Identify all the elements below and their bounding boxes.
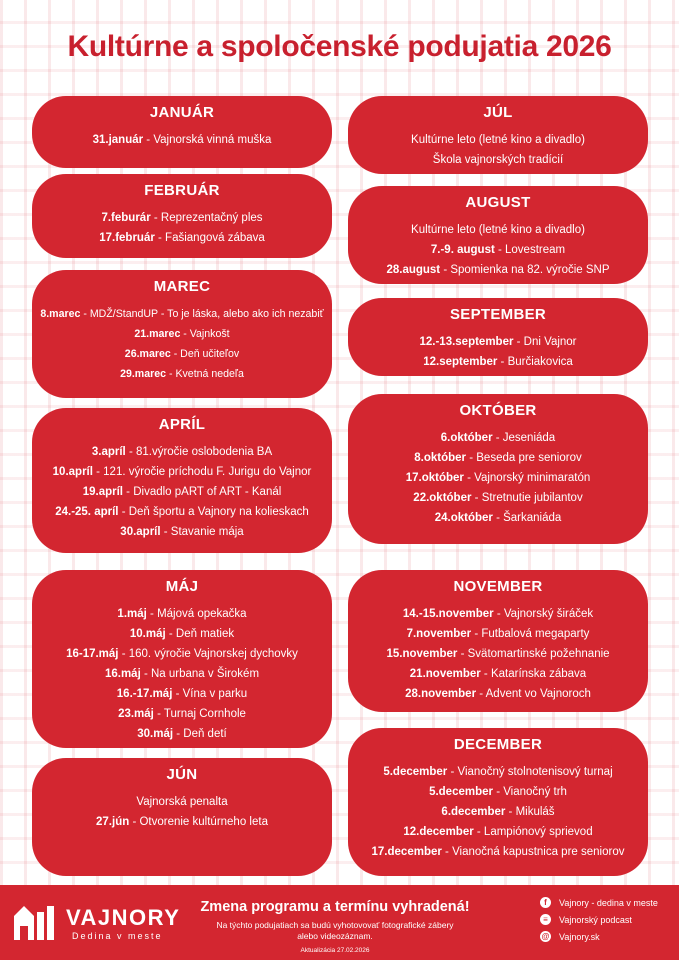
event-name: - Deň detí [173,728,227,740]
event-name: - Burčiakovica [497,356,573,368]
event-name: Vajnorská penalta [136,796,228,808]
month-card-marec [32,270,332,398]
event-name: - 121. výročie príchodu F. Jurigu do Vajnor [92,466,312,478]
event-date: 30.máj [137,728,174,740]
event-date: 10.apríl [52,466,93,478]
month-card-april [32,408,332,553]
event-date: 28.november [405,688,477,700]
event-name: - Vianočný trh [493,786,567,798]
month-title: OKTÓBER [459,402,537,419]
event-item [348,664,648,684]
event-date: 23.máj [118,708,154,720]
event-date: 6.október [440,432,493,444]
event-date: 5.december [429,786,493,798]
event-name: - Futbalová megaparty [471,628,590,640]
event-item [32,704,332,724]
event-item [348,352,648,372]
event-date: 16.-17.máj [116,688,173,700]
page-title: Kultúrne a spoločenské podujatia 2026 [67,30,612,63]
month-card-januar [32,96,332,168]
event-date: 31.január [92,134,144,146]
month-title: MÁJ [165,578,199,595]
event-date: 27.jún [96,816,130,828]
event-name: Škola vajnorských tradícií [432,154,564,166]
social-link-website[interactable] [540,931,600,942]
event-item [32,522,332,542]
event-date: 8.marec [40,308,81,320]
at-icon: @ [541,931,550,941]
event-date: 16.máj [104,668,141,680]
event-item [348,782,648,802]
event-name: - Dni Vajnor [513,336,577,348]
event-item [32,228,332,248]
event-date: 21.november [409,668,481,680]
event-name: - Vajnkošt [180,328,230,340]
event-item [32,482,332,502]
event-item [32,304,332,324]
month-title: MAREC [153,278,211,295]
event-date: 12.september [423,356,498,368]
event-item [32,624,332,644]
event-name: - Stretnutie jubilantov [471,492,583,504]
event-item [32,684,332,704]
event-name: - Divadlo pART of ART - Kanál [122,486,282,498]
event-date: 17.február [99,232,155,244]
event-date: 5.december [383,766,448,778]
event-date: 22.október [413,492,472,504]
event-date: 12.december [403,826,474,838]
month-card-oktober [348,394,648,544]
event-item [348,220,648,240]
event-date: 28.august [386,264,441,276]
month-title: SEPTEMBER [449,306,547,323]
month-title: AUGUST [465,194,531,211]
event-name: - Fašiangová zábava [154,232,265,244]
month-title: DECEMBER [453,736,543,753]
event-name: - Májová opekačka [146,608,247,620]
event-name: - Katarínska zábava [480,668,587,680]
event-date: 29.marec [120,368,167,380]
event-name: Kultúrne leto (letné kino a divadlo) [411,224,585,236]
month-card-jul [348,96,648,174]
event-name: - 160. výročie Vajnorskej dychovky [118,648,298,660]
program-change-notice: Zmena programu a termínu vyhradená! [200,899,470,915]
event-date: 1.máj [117,608,147,620]
event-item [348,130,648,150]
social-link-facebook[interactable] [540,897,658,908]
event-item [32,130,332,150]
event-item [32,792,332,812]
event-item [348,508,648,528]
social-label: Vajnory - dedina v meste [559,897,658,908]
event-name: - Otvorenie kultúrneho leta [129,816,268,828]
event-name: - Beseda pre seniorov [466,452,582,464]
event-date: 16-17.máj [66,648,119,660]
event-item [32,364,332,384]
event-item [348,240,648,260]
event-name: - Kvetná nedeľa [166,368,244,380]
event-date: 14.-15.november [402,608,494,620]
event-date: 3.apríl [91,446,126,458]
month-title: FEBRUÁR [144,182,220,199]
vajnory-logo-icon [14,902,54,940]
footer [0,885,679,960]
event-date: 8.október [414,452,467,464]
event-item [348,468,648,488]
event-date: 24.-25. apríl [55,506,119,518]
event-item [348,448,648,468]
event-date: 19.apríl [82,486,123,498]
event-name: - Vína v parku [172,688,248,700]
event-name: - Na urbana v Širokém [140,668,260,680]
event-item [348,802,648,822]
event-item [32,604,332,624]
event-item [348,260,648,280]
event-name: - Turnaj Cornhole [153,708,246,720]
event-name: - Lampiónový sprievod [473,826,593,838]
event-date: 6.december [441,806,506,818]
event-name: - Vajnorská vinná muška [143,134,272,146]
month-card-august [348,186,648,284]
event-item [348,822,648,842]
month-card-september [348,298,648,376]
event-name: - Stavanie mája [160,526,244,538]
event-item [32,208,332,228]
logo-tagline: Dedina v meste [72,931,163,941]
event-date: 24.október [434,512,493,524]
event-name: - 81.výročie oslobodenia BA [125,446,273,458]
event-item [32,324,332,344]
event-name: - Spomienka na 82. výročie SNP [440,264,610,276]
event-item [348,488,648,508]
month-title: APRÍL [158,416,206,433]
event-item [32,644,332,664]
event-date: 12.-13.september [419,336,514,348]
event-name: - Mikuláš [505,806,555,818]
event-item [348,150,648,170]
recording-notice: Na týchto podujatiach sa budú vyhotovovať fotografické zábery alebo videozáznam. [216,920,454,941]
event-name: - Reprezentačný ples [150,212,263,224]
event-date: 21.marec [134,328,181,340]
month-title: JÚL [483,104,513,121]
event-name: - Vajnorský minimaratón [463,472,591,484]
event-item [32,462,332,482]
event-item [348,644,648,664]
event-date: 17.december [371,846,442,858]
month-title: NOVEMBER [453,578,543,595]
event-item [348,428,648,448]
event-date: 7.feburár [101,212,151,224]
event-item [32,724,332,744]
month-card-december [348,728,648,876]
event-date: 10.máj [129,628,166,640]
update-date: Aktualizácia 27.02.2026 [300,947,370,954]
event-item [32,442,332,462]
event-name: - Jeseniáda [492,432,556,444]
month-title: JANUÁR [149,104,215,121]
event-name: - Deň matiek [165,628,235,640]
logo-name: VAJNORY [66,905,181,930]
event-item [348,332,648,352]
social-link-podcast[interactable] [540,914,632,925]
event-item [348,842,648,862]
month-card-jun [32,758,332,876]
social-label: Vajnory.sk [559,931,600,942]
event-name: - Deň učiteľov [170,348,240,360]
event-date: 30.apríl [120,526,161,538]
event-date: 7.-9. august [430,244,495,256]
event-name: - Vajnorský širáček [493,608,594,620]
spotify-icon: ≡ [540,914,551,925]
event-name: - Lovestream [494,244,566,256]
event-date: 15.november [386,648,458,660]
event-item [348,684,648,704]
event-date: 17.október [405,472,464,484]
social-label: Vajnorský podcast [559,914,632,925]
month-title: JÚN [166,766,198,783]
event-item [32,502,332,522]
event-item [348,604,648,624]
event-name: - Advent vo Vajnoroch [476,688,591,700]
event-name: - Šarkaniáda [492,512,562,524]
event-item [348,762,648,782]
facebook-icon: f [540,897,551,908]
event-name: - Svätomartinské požehnanie [457,648,610,660]
event-date: 26.marec [124,348,171,360]
month-card-november [348,570,648,712]
event-name: - Deň športu a Vajnory na kolieskach [118,506,309,518]
event-name: - Vianočný stolnotenisový turnaj [447,766,613,778]
event-item [32,344,332,364]
event-date: 7.november [406,628,472,640]
event-item [348,624,648,644]
event-name: - MDŽ/StandUP - To je láska, alebo ako ich nezabiť [80,308,324,320]
event-name: Kultúrne leto (letné kino a divadlo) [411,134,585,146]
event-name: - Vianočná kapustnica pre seniorov [441,846,625,858]
month-card-maj [32,570,332,748]
month-card-februar [32,174,332,258]
event-item [32,812,332,832]
event-item [32,664,332,684]
